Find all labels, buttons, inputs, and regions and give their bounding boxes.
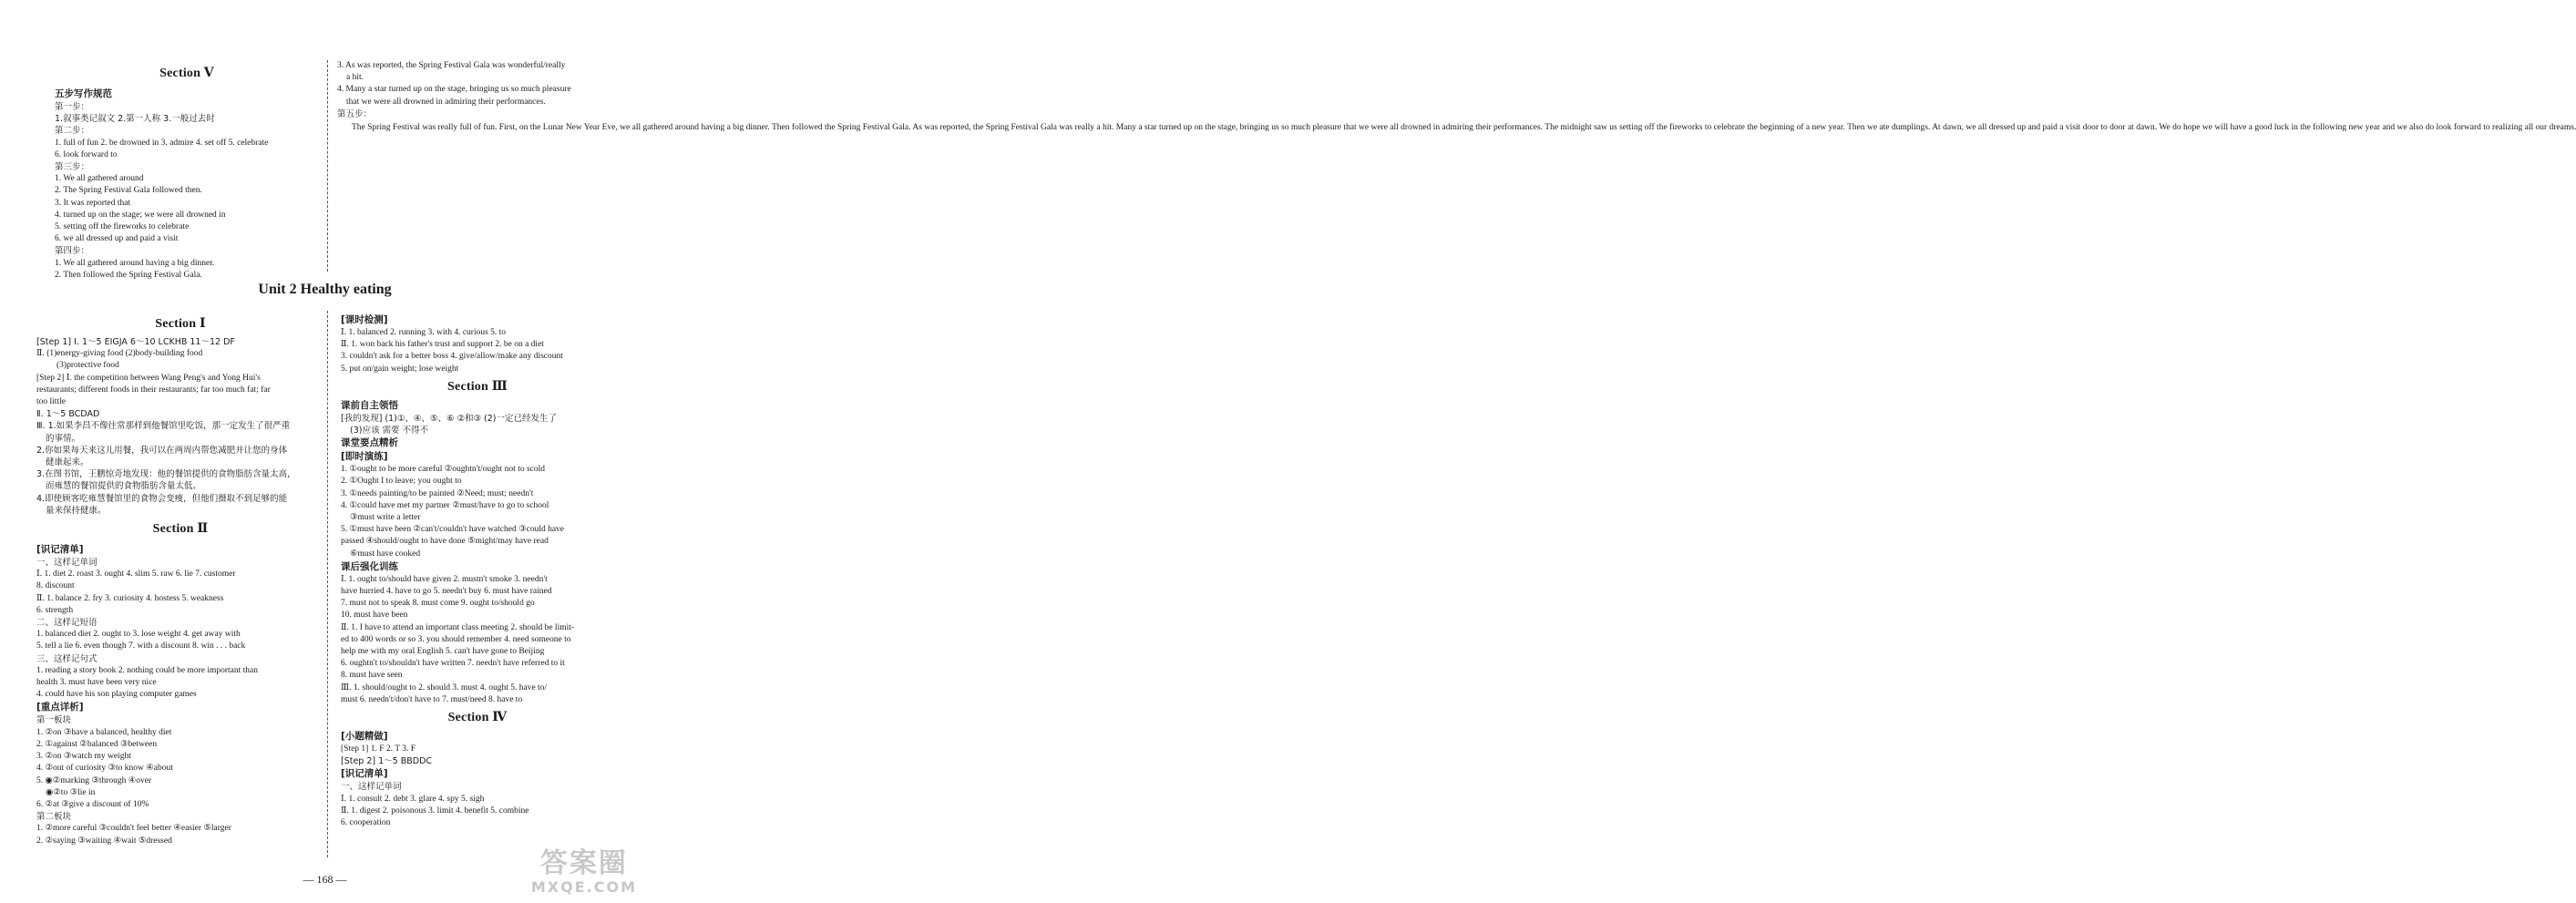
answer-line: have hurried 4. have to go 5. needn't buy 6. must have rained xyxy=(341,587,552,597)
answer-line: 第二板块 xyxy=(36,812,72,823)
answer-line: 三、这样记句式 xyxy=(36,653,97,664)
answer-line: 2. The Spring Festival Gala followed then. xyxy=(55,186,202,196)
answer-line: 2. Then followed the Spring Festival Gala. xyxy=(55,270,202,280)
top-right-column xyxy=(337,60,2576,134)
answer-line: Ⅱ. 1. won back his father's trust and support 2. be on a diet xyxy=(341,340,544,350)
writing-steps-heading: 五步写作规范 xyxy=(55,88,112,99)
answer-line: 4. turned up on the stage; we were all drowned in xyxy=(55,210,226,220)
answer-line: [课时检测] xyxy=(341,314,388,325)
answer-line: [Step 2] 1～5 BBDDC xyxy=(341,756,433,767)
answer-line: 1. balanced diet 2. ought to 3. lose weight 4. get away with xyxy=(36,630,241,640)
answer-line: [Step 2] Ⅰ. the competition between Wang Peng's and Yong Hui's xyxy=(36,373,261,383)
right-column xyxy=(341,313,614,829)
answer-line: help me with my oral English 5. can't have gone to Beijing xyxy=(341,647,545,657)
answer-line: 5. put on/gain weight; lose weight xyxy=(341,364,459,374)
section-3-title: Section Ⅲ xyxy=(447,379,508,394)
section-5-title: Section Ⅴ xyxy=(159,67,214,80)
answer-line: 4. could have his son playing computer games xyxy=(36,690,197,700)
answer-line: ed to 400 words or so 3. you should remember 4. need someone to xyxy=(341,634,571,644)
section-1-answers xyxy=(36,336,324,517)
watermark-line1: 答案圈 xyxy=(539,847,628,879)
answer-line: 健康起来。 xyxy=(46,457,89,468)
answer-line: 课堂要点精析 xyxy=(341,437,398,449)
answer-line: 第二步： xyxy=(55,126,90,137)
answer-line: 1.叙事类记叙文 2.第一人称 3.一般过去时 xyxy=(55,114,215,125)
column-divider-bottom xyxy=(327,311,328,857)
answer-line: Ⅰ. 1. balanced 2. running 3. with 4. curious 5. to xyxy=(341,328,507,337)
answer-line: 2. ①Ought I to leave; you ought to xyxy=(341,477,462,487)
answer-line: 5. ①must have been ②can't/couldn't have watched ③could have xyxy=(341,525,565,535)
answer-line: 1. full of fun 2. be drowned in 3. admire 4. set off 5. celebrate xyxy=(55,138,269,148)
answer-line: 第一板块 xyxy=(36,715,72,726)
answer-line: 3. couldn't ask for a better boss 4. give/allow/make any discount xyxy=(341,352,563,362)
answer-line: 6. look forward to xyxy=(55,149,118,159)
top-right-lines xyxy=(337,60,612,120)
answer-line: 第三步： xyxy=(55,162,90,173)
answer-line: [小题精做] xyxy=(341,731,388,743)
answer-line: ◉②to ③lie in xyxy=(46,787,96,797)
answer-line: 而雍慧的餐馆提供的食物脂肪含量太低。 xyxy=(46,481,202,492)
class-check-answers xyxy=(341,313,614,375)
answer-line: (3)应该 需要 不得不 xyxy=(350,426,428,436)
answer-line: 一、这样记单词 xyxy=(36,558,97,569)
section-4-title: Section Ⅳ xyxy=(447,711,508,725)
column-divider-top xyxy=(327,60,328,272)
left-column xyxy=(36,316,324,847)
answer-line: 的事情。 xyxy=(46,433,81,444)
answer-line: health 3. must have been very nice xyxy=(36,678,157,688)
answer-line: 3. ②on ③watch my weight xyxy=(36,752,131,762)
answer-line: Ⅰ. 1. diet 2. roast 3. ought 4. slim 5. raw 6. lie 7. customer xyxy=(36,570,236,580)
answer-line: [Step 1] 1. F 2. T 3. F xyxy=(341,744,416,754)
answer-line: 8. discount xyxy=(36,581,75,591)
answer-line: 7. must not to speak 8. must come 9. ought to/should go xyxy=(341,599,535,609)
answer-line: 课后强化训练 xyxy=(341,560,398,572)
answer-line: 1. We all gathered around having a big dinner. xyxy=(55,258,215,268)
answer-line: 1. ①ought to be more careful ②oughtn't/ought not to scold xyxy=(341,465,546,475)
answer-line: 2. ①against ②balanced ③between xyxy=(36,739,158,749)
section-4-answers xyxy=(341,730,614,829)
answer-line: [即时演练] xyxy=(341,451,388,463)
answer-line: 3. It was reported that xyxy=(55,198,131,208)
answer-line: 1. reading a story book 2. nothing could be more important than xyxy=(36,665,258,675)
answer-line: 6. ②at ③give a discount of 10% xyxy=(36,799,149,809)
section-2-title: Section Ⅱ xyxy=(152,522,209,537)
answer-line: [Step 1] Ⅰ. 1～5 EIGJA 6～10 LCKHB 11～12 DF xyxy=(36,337,235,347)
answer-line: Ⅰ. 1. consult 2. debt 3. glare 4. spy 5. sigh xyxy=(341,794,485,804)
answer-line: Ⅱ. 1～5 BCDAD xyxy=(36,409,100,420)
answer-line: 一、这样记单词 xyxy=(341,782,402,793)
answer-line: Ⅱ. 1. digest 2. poisonous 3. limit 4. benefit 5. combine xyxy=(341,806,529,816)
answer-line: 8. must have seen xyxy=(341,671,403,681)
answer-line: ⑥must have cooked xyxy=(350,549,421,559)
answer-line: restaurants; different foods in their restaurants; far too much fat; far xyxy=(36,385,271,395)
unit-title: Unit 2 Healthy eating xyxy=(258,282,392,297)
answer-line: 4. Many a star turned up on the stage, bringing us so much pleasure xyxy=(337,85,571,95)
answer-line: 量来保持健康。 xyxy=(46,505,107,516)
answer-line: 4. ①could have met my partner ②must/have to go to school xyxy=(341,500,549,510)
answer-line: 二、这样记短语 xyxy=(36,618,97,629)
answer-line: 5. tell a lie 6. even though 7. with a discount 8. win . . . back xyxy=(36,641,246,652)
top-left-column xyxy=(55,66,319,282)
answer-line: 4.即使顾客吃雍慧餐馆里的食物会变瘦，但他们摄取不到足够的能 xyxy=(36,493,288,504)
answer-line: (3)protective food xyxy=(56,361,119,371)
section-3-answers xyxy=(341,399,614,706)
answer-line: Ⅱ. 1. I have to attend an important class meeting 2. should be limit- xyxy=(341,622,575,632)
answer-line: 6. oughtn't to/shouldn't have written 7. needn't have referred to it xyxy=(341,659,565,669)
answer-line: 6. we all dressed up and paid a visit xyxy=(55,234,179,244)
watermark-logo xyxy=(531,849,637,896)
answer-line: 10. must have been xyxy=(341,611,408,621)
answer-line: 4. ②out of curiosity ③to know ④about xyxy=(36,764,173,774)
answer-line: 第一步： xyxy=(55,102,90,112)
answer-line: 3. As was reported, the Spring Festival Gala was wonderful/really xyxy=(337,61,566,70)
answer-line: 课前自主领悟 xyxy=(341,399,398,411)
answer-line: ③must write a letter xyxy=(350,513,421,523)
answer-line: 2.你如果每天来这儿用餐，我可以在两周内帮您减肥并让您的身体 xyxy=(36,445,288,456)
top-left-lines xyxy=(55,101,319,282)
answer-line: Ⅲ. 1. should/ought to 2. should 3. must 4. ought 5. have to/ xyxy=(341,682,548,693)
answer-line: 5. ◉②marking ③through ④over xyxy=(36,775,152,785)
model-essay: The Spring Festival was really full of fun. First, on the Lunar New Year Eve, we all gathered around having a big dinner. Then followed the Spring Festival Gala. As was reported, the Spring Festival Gala was really a hit. Many a star turned up on the stage, bringing us so much pleasure that we were all drowned in admiring their performances. The midnight saw us setting off the fireworks to celebrate the beginning of a new year. Then we ate dumplings. At dawn, we all dressed up and paid a visit door to door at dawn. We do hope we will have a good luck in the following new year and we also do look forward to realizing all our dreams. xyxy=(352,123,2576,133)
answer-line: [重点详析] xyxy=(36,702,84,713)
answer-line: 1. ②more careful ③couldn't feel better ④easier ⑤larger xyxy=(36,824,231,834)
answer-line: 1. We all gathered around xyxy=(55,174,144,184)
answer-line: 第四步： xyxy=(55,246,90,257)
answer-line: [识记清单] xyxy=(341,768,388,780)
answer-line: must 6. needn't/don't have to 7. must/need 8. have to xyxy=(341,694,523,704)
answer-line: Ⅱ. (1)energy-giving food (2)body-building food xyxy=(36,349,203,359)
answer-line: [识记清单] xyxy=(36,544,84,556)
answer-line: Ⅲ. 1.如果李昌不像往常那样到他餐馆里吃饭，那一定发生了很严重 xyxy=(36,421,291,432)
answer-line: 第五步： xyxy=(337,108,373,119)
answer-line: 3.在图书馆，王鹏惊奇地发现：他的餐馆提供的食物脂肪含量太高， xyxy=(36,469,296,480)
page-number: — 168 — xyxy=(303,873,347,886)
section-1-title: Section Ⅰ xyxy=(155,317,206,331)
answer-line: 2. ②saying ③waiting ④wait ⑤dressed xyxy=(36,836,172,846)
answer-line: too little xyxy=(36,397,66,407)
watermark-line2: MXQE.COM xyxy=(530,878,637,896)
answer-line: Ⅱ. 1. balance 2. fry 3. curiosity 4. hostess 5. weakness xyxy=(36,593,224,603)
answer-line: 5. setting off the fireworks to celebrate xyxy=(55,222,190,232)
answer-line: [我的发现] (1)①、④、⑤、⑥ ②和③ (2)一定已经发生了 xyxy=(341,413,557,424)
answer-line: Ⅰ. 1. ought to/should have given 2. mustn't smoke 3. needn't xyxy=(341,574,548,584)
answer-line: that we were all drowned in admiring their performances. xyxy=(346,97,546,107)
answer-line: 6. strength xyxy=(36,605,74,615)
answer-line: passed ④should/ought to have done ⑤might/may have read xyxy=(341,537,549,547)
answer-line: 3. ①needs painting/to be painted ②Need; must; needn't xyxy=(341,488,534,498)
section-2-answers xyxy=(36,543,324,847)
answer-line: 1. ②on ③have a balanced, healthy diet xyxy=(36,727,172,737)
answer-line: 6. cooperation xyxy=(341,818,391,828)
answer-line: a hit. xyxy=(346,73,364,83)
